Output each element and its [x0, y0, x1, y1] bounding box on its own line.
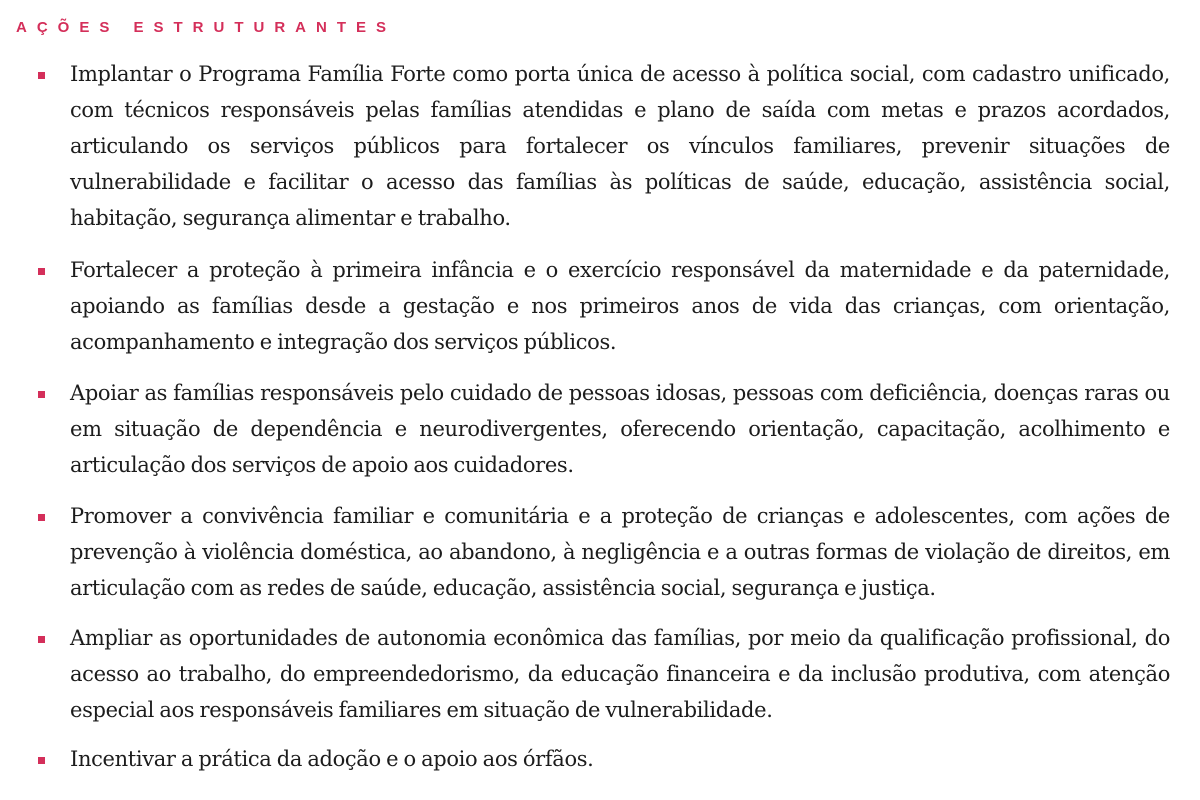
- list-item-text: Implantar o Programa Família Forte como porta única de acesso à política social, com cadastro unificado, com técnicos responsáveis pelas famílias atendidas e plano de saída com metas e prazos acordados, articulando os serviços públicos para fortalecer os vínculos familiares, prevenir situações de vulnerabilidade e facilitar o acesso das famílias às políticas de saúde, educação, assistência social, habitação, segurança alimentar e trabalho.: [70, 62, 1170, 230]
- list-item-text: Fortalecer a proteção à primeira infância e o exercício responsável da maternidade e da paternidade, apoiando as famílias desde a gestação e nos primeiros anos de vida das crianças, com orientação, acompanhamento e integração dos serviços públicos.: [70, 258, 1170, 354]
- square-bullet-icon: [38, 514, 45, 521]
- list-item-text: Promover a convivência familiar e comunitária e a proteção de crianças e adolescentes, com ações de prevenção à violência doméstica, ao abandono, à negligência e a outras formas de violação de direitos, em articulação com as redes de saúde, educação, assistência social, segurança e justiça.: [70, 504, 1170, 600]
- square-bullet-icon: [38, 391, 45, 398]
- square-bullet-icon: [38, 636, 45, 643]
- square-bullet-icon: [38, 268, 45, 275]
- section-heading: AÇÕES ESTRUTURANTES: [16, 19, 397, 36]
- square-bullet-icon: [38, 72, 45, 79]
- list-item-text: Ampliar as oportunidades de autonomia econômica das famílias, por meio da qualificação profissional, do acesso ao trabalho, do empreendedorismo, da educação financeira e da inclusão produtiva, com atenção especial aos responsáveis familiares em situação de vulnerabilidade.: [70, 626, 1170, 722]
- square-bullet-icon: [38, 757, 45, 764]
- list-item-text: Apoiar as famílias responsáveis pelo cuidado de pessoas idosas, pessoas com deficiência, doenças raras ou em situação de dependência e neurodivergentes, oferecendo orientação, capacitação, acolhimento e articulação dos serviços de apoio aos cuidadores.: [70, 381, 1170, 477]
- list-item-text: Incentivar a prática da adoção e o apoio aos órfãos.: [70, 747, 594, 771]
